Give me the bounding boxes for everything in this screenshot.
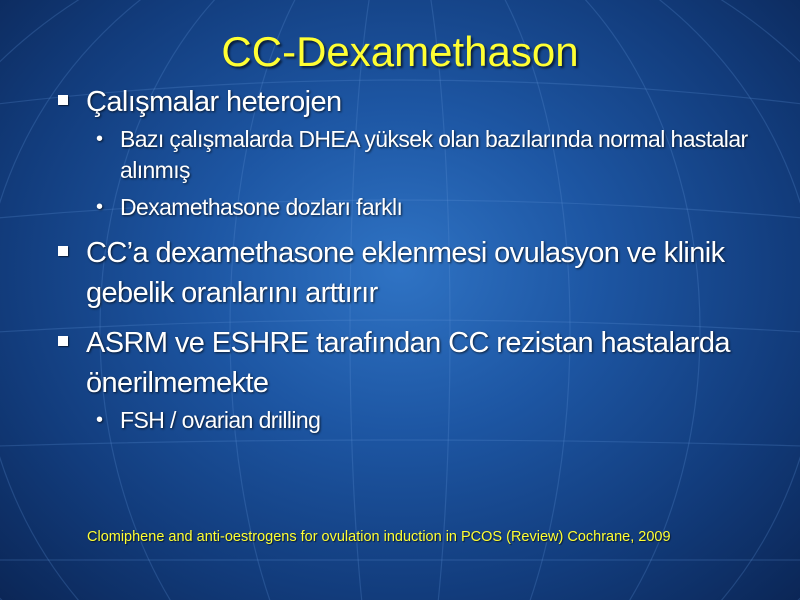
square-bullet-icon — [58, 95, 68, 105]
bullet-item — [58, 82, 778, 122]
bullet-text: CC’a dexamethasone eklenmesi ovulasyon ve klinik gebelik oranlarını arttırır — [86, 237, 725, 309]
bullet-text: Çalışmalar heterojen — [86, 86, 342, 118]
slide-title: CC-Dexamethason — [221, 28, 579, 75]
bullet-list — [58, 82, 778, 436]
sub-bullet-text: Dexamethasone dozları farklı — [120, 194, 403, 220]
sub-bullet-text: Bazı çalışmalarda DHEA yüksek olan bazılarında normal hastalar alınmış — [120, 126, 748, 183]
sub-bullet-item — [58, 124, 778, 186]
citation-text: Clomiphene and anti-oestrogens for ovulation induction in PCOS (Review) Cochrane, 2009 — [87, 529, 671, 545]
sub-bullet-text: FSH / ovarian drilling — [120, 407, 321, 433]
dot-bullet-icon: • — [96, 128, 103, 150]
bullet-text: ASRM ve ESHRE tarafından CC rezistan hastalarda önerilmemekte — [86, 327, 730, 399]
dot-bullet-icon: • — [96, 196, 103, 218]
bullet-item — [58, 323, 778, 403]
bullet-item — [58, 233, 778, 313]
sub-bullet-item — [58, 405, 778, 436]
dot-bullet-icon: • — [96, 409, 103, 431]
square-bullet-icon — [58, 336, 68, 346]
sub-bullet-item — [58, 192, 778, 223]
square-bullet-icon — [58, 246, 68, 256]
